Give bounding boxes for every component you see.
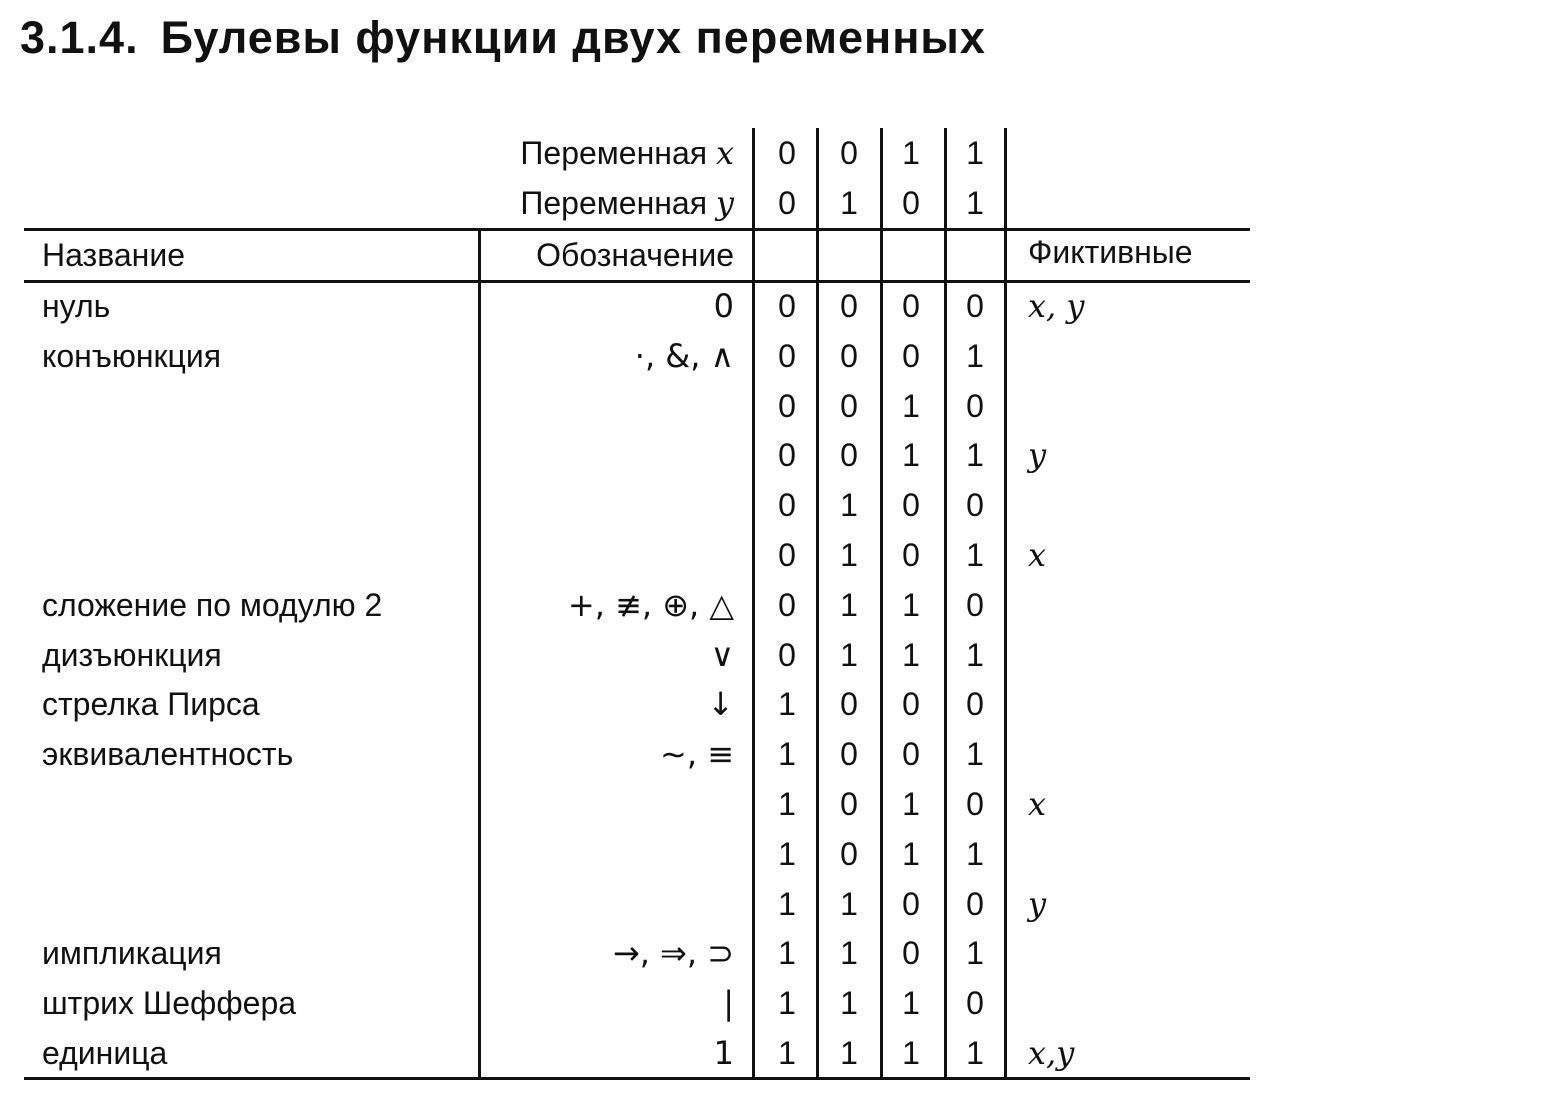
table-rule-top — [24, 228, 1250, 231]
function-value: 0 — [778, 338, 796, 374]
function-value: 1 — [840, 1035, 858, 1071]
function-value: 0 — [840, 686, 858, 722]
function-value: 0 — [778, 437, 796, 473]
function-symbol: | — [723, 984, 734, 1022]
variable-value: 0 — [840, 135, 858, 171]
function-value: 0 — [902, 736, 920, 772]
function-value: 0 — [966, 786, 984, 822]
function-value: 0 — [840, 437, 858, 473]
function-value: 0 — [778, 637, 796, 673]
function-name: импликация — [42, 935, 222, 971]
function-value: 1 — [902, 587, 920, 623]
function-value: 0 — [902, 537, 920, 573]
function-value: 1 — [778, 786, 796, 822]
fictive-variables: x, y — [1028, 287, 1085, 325]
function-value: 0 — [840, 388, 858, 424]
function-symbol: ↓ — [707, 685, 734, 723]
function-symbol: 1 — [713, 1034, 734, 1072]
variable-label-text: Переменная — [520, 135, 716, 171]
function-value: 0 — [966, 886, 984, 922]
section-number: 3.1.4. — [20, 12, 139, 63]
function-name: конъюнкция — [42, 338, 222, 374]
function-value: 0 — [778, 388, 796, 424]
function-value: 0 — [778, 587, 796, 623]
section-title — [20, 12, 986, 64]
function-symbol: ∨ — [710, 636, 734, 674]
variable-label — [520, 134, 734, 172]
function-value: 1 — [778, 935, 796, 971]
function-symbol: +, ≢, ⊕, △ — [567, 586, 734, 624]
function-value: 1 — [840, 935, 858, 971]
function-value: 0 — [966, 686, 984, 722]
header-fictive: Фиктивные — [1028, 234, 1193, 270]
header-symbol: Обозначение — [536, 237, 734, 273]
section-title-text: Булевы функции двух переменных — [160, 12, 986, 63]
function-value: 0 — [778, 537, 796, 573]
function-value: 0 — [902, 886, 920, 922]
variable-label — [520, 184, 734, 222]
variable-value: 1 — [966, 185, 984, 221]
function-value: 0 — [902, 338, 920, 374]
fictive-variables: x — [1028, 785, 1047, 823]
function-value: 0 — [778, 288, 796, 324]
function-name: дизъюнкция — [42, 637, 222, 673]
variable-symbol: x — [715, 134, 734, 172]
variable-value: 0 — [778, 185, 796, 221]
function-value: 1 — [966, 736, 984, 772]
function-value: 1 — [902, 1035, 920, 1071]
function-value: 1 — [966, 338, 984, 374]
function-value: 1 — [778, 1035, 796, 1071]
function-value: 1 — [902, 786, 920, 822]
fictive-variables: y — [1028, 436, 1047, 474]
function-value: 1 — [966, 437, 984, 473]
function-value: 1 — [840, 985, 858, 1021]
function-name: сложение по модулю 2 — [42, 587, 383, 623]
function-value: 0 — [840, 836, 858, 872]
function-value: 0 — [840, 338, 858, 374]
function-value: 1 — [778, 686, 796, 722]
function-name: штрих Шеффера — [42, 985, 297, 1021]
function-name: стрелка Пирса — [42, 686, 260, 722]
function-value: 0 — [840, 288, 858, 324]
variable-value: 1 — [902, 135, 920, 171]
function-value: 0 — [966, 487, 984, 523]
function-value: 1 — [840, 886, 858, 922]
function-value: 1 — [902, 836, 920, 872]
function-symbol: ∼, ≡ — [660, 735, 734, 773]
variable-value: 0 — [778, 135, 796, 171]
function-value: 1 — [840, 587, 858, 623]
fictive-variables: x,y — [1028, 1034, 1075, 1072]
function-name: единица — [42, 1035, 168, 1071]
function-value: 1 — [902, 985, 920, 1021]
function-value: 1 — [966, 836, 984, 872]
function-value: 1 — [966, 935, 984, 971]
function-value: 1 — [840, 637, 858, 673]
function-value: 1 — [778, 985, 796, 1021]
function-value: 0 — [966, 288, 984, 324]
table-rule-header — [24, 280, 1250, 283]
function-name: нуль — [42, 288, 111, 324]
function-symbol: ·, &, ∧ — [634, 337, 734, 375]
fictive-variables: x — [1028, 536, 1047, 574]
function-value: 0 — [966, 587, 984, 623]
function-value: 1 — [966, 637, 984, 673]
function-value: 0 — [902, 686, 920, 722]
function-symbol: 0 — [713, 287, 734, 325]
function-value: 0 — [778, 487, 796, 523]
function-value: 1 — [902, 437, 920, 473]
column-divider-value-0 — [752, 128, 755, 1079]
function-value: 1 — [966, 537, 984, 573]
function-value: 1 — [778, 836, 796, 872]
function-name: эквивалентность — [42, 736, 294, 772]
variable-symbol: y — [715, 184, 734, 222]
function-value: 0 — [902, 487, 920, 523]
column-divider-name — [478, 230, 481, 1079]
function-value: 0 — [966, 985, 984, 1021]
variable-value: 1 — [966, 135, 984, 171]
function-value: 1 — [902, 637, 920, 673]
variable-value: 1 — [840, 185, 858, 221]
function-value: 1 — [778, 736, 796, 772]
function-value: 1 — [966, 1035, 984, 1071]
function-symbol: →, ⇒, ⊃ — [612, 934, 734, 972]
function-value: 1 — [840, 537, 858, 573]
header-name: Название — [42, 237, 185, 273]
function-value: 0 — [966, 388, 984, 424]
function-value: 0 — [840, 786, 858, 822]
table-rule-bottom — [24, 1077, 1250, 1080]
variable-label-text: Переменная — [520, 185, 716, 221]
function-value: 0 — [902, 288, 920, 324]
function-value: 1 — [778, 886, 796, 922]
variable-value: 0 — [902, 185, 920, 221]
function-value: 0 — [902, 935, 920, 971]
function-value: 1 — [902, 388, 920, 424]
function-value: 0 — [840, 736, 858, 772]
fictive-variables: y — [1028, 885, 1047, 923]
function-value: 1 — [840, 487, 858, 523]
